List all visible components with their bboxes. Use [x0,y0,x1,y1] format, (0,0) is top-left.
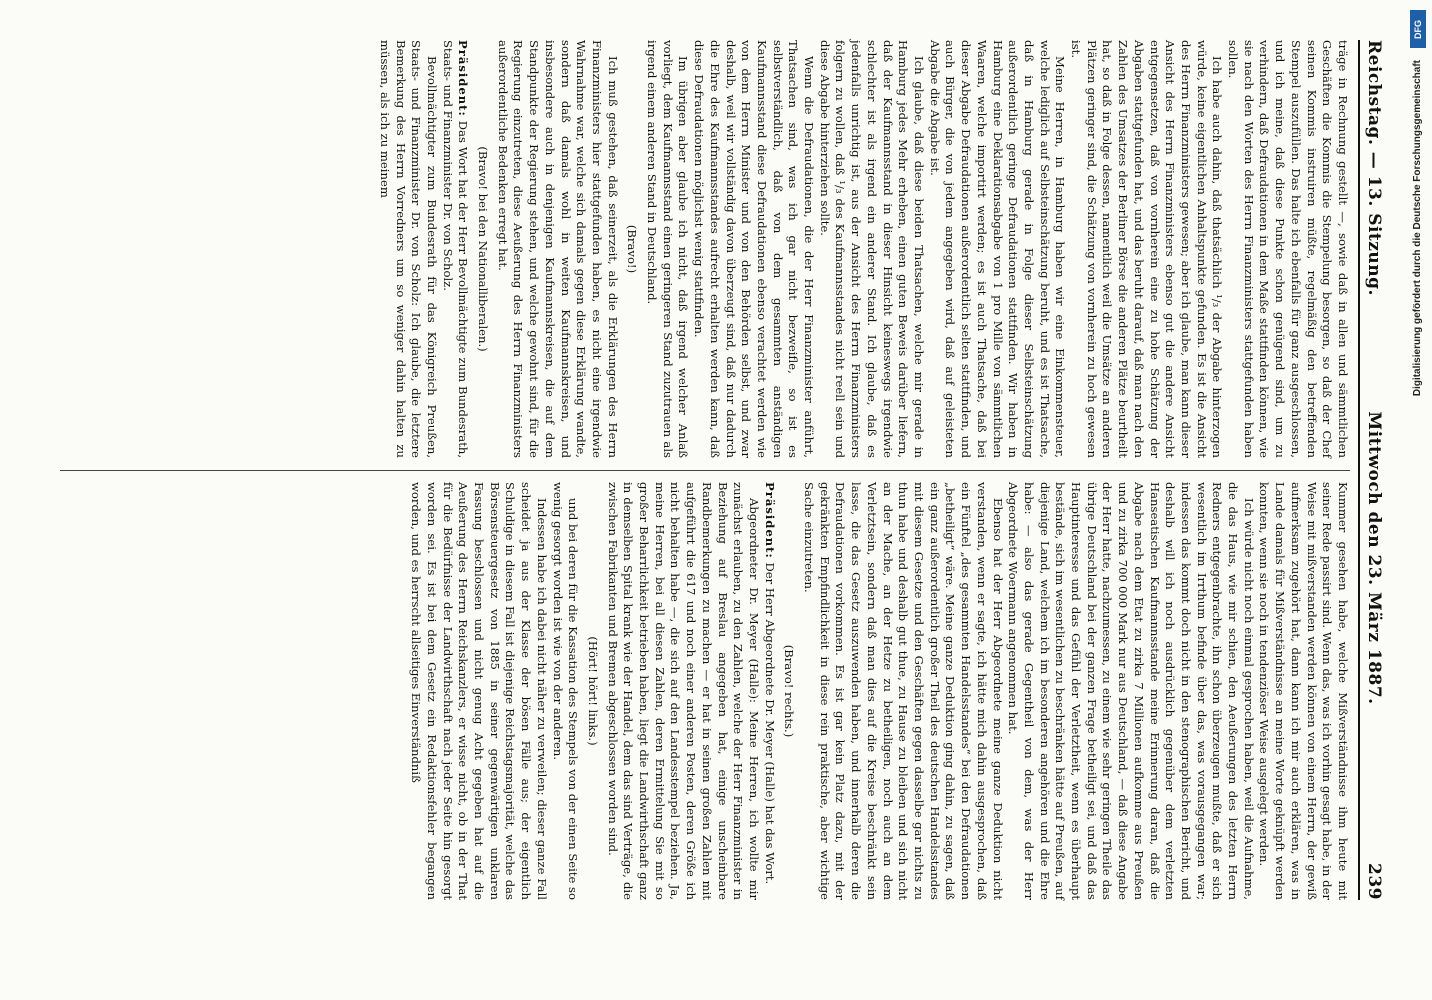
paragraph-text: (Hört! hört! links.) [585,636,600,746]
paragraph-text: träge in Rechnung gestellt —, sowie daß in allen und sämmtlichen Geschäften die Kommis die Stempelung besorgen, so daß der Chef seinen Kommis instruiren müßte, regelmäßig den betreffenden Stempel auszufüllen. Das halte ich ebenfalls für ganz ausgeschlossen, und ich meine, daß diese Punkte schon genügend sind, um zu verhindern, daß Defraudationen in dem Maße stattfinden können, wie sie nach den Worten des Herrn Finanzministers stattgefunden haben sollen. [1226,40,1350,458]
paragraph-text: Der Herr Abgeordnete Dr. Meyer (Halle) hat das Wort. [762,558,777,885]
interjection [781,482,797,900]
paragraph-text: Kummer gesehen habe, welche Mißverständnisse ihm heute mit seiner Rede passirt sind. Wenn das, was ich vorhin gesagt habe, in der Weise mit mißverstanden werden können von einem Herrn, der gewiß aufmerksam zugehört hat, dann kann ich mir auch erklären, was in Lande damals für Mißverständnisse an meine Worte geknüpft werden konnten, wenn sie noch in tendenziöser Weise ausgelegt werden. [1257,482,1350,900]
right-column [408,482,1350,900]
digitization-watermark [1406,60,1428,750]
paragraph [1224,40,1350,458]
paragraph [816,40,926,458]
paragraph-text: und bei deren für die Kassation des Stempels von der einen Seite so wenig gesorgt worden ist wie von der anderen. [550,482,581,900]
paragraph-text: Abgeordneter Dr. Meyer (Halle): Meine Herren, ich wollte mir zunächst erlauben, zu den Zahlen, welche der Herr Finanzminister in Beziehung auf Breslau angegeben hat, einige unscheinbare Randbemerkungen zu machen — er hat in seinen großen Zahlen mit aufgeführt die 617 und noch einer anderen Posten, deren Größe ich nicht behalten habe —, die sich auf den Landesstempel beziehen. Ja, meine Herren, bei all diesen Zahlen, deren Ermittelung Sie mit so großer Beharrlichkeit betrieben haben, liegt die Landwirthschaft ganz in demselben Spital krank wie der Handel, dem das sind Verträge, die zwischen Fabrikanten und Bremen abgeschlossen worden sind. [605,482,761,900]
paragraph-text: Ebenso hat der Herr Abgeordnete meine ganze Deduktion nicht verstanden, wenn er sagte, ich hätte mich dahin ausgesprochen, daß ein Fünftel „des gesammten Handelsstandes“ bei den Defraudationen „betheiligt“ wäre. Meine ganze Deduktion ging dahin, zu sagen, daß ein ganz außerordentlich großer Theil des deutschen Handelsstandes mit diesem Gesetze und den Geschäften gegen dasselbe gar nichts zu thun habe und deshalb gut thue, zu Hause zu bleiben und sich nicht an der Mache, an der Hetze zu betheiligen, noch auch an dem Verletztsein, sondern daß man dies auf die Kreise beschränkt sein lasse, die das Gesetz auszuwenden haben, und innerhalb deren die Defraudationen vorkommen. Es ist gar kein Platz dazu, mit der gekränkten Empfindlichkeit in diese rein praktische, aber wichtige Sache einzutreten. [802,482,1005,900]
page-number: 239 [1364,863,1384,900]
paragraph [549,482,580,900]
dfg-logo-text: DFG [1413,19,1423,39]
watermark-text: Digitalisierung gefördert durch die Deutsche Forschungsgemeinschaft [1411,60,1423,397]
paragraph [604,482,761,900]
interjection [584,482,600,900]
paragraph-text: Das Wort hat der Herr Bevollmächtigte zum Bundesrath, Staats- und Finanzminister Dr. von Scholz. [440,40,471,458]
header-center: Mittwoch den 23. März 1887. [1364,411,1384,705]
paragraph [1067,40,1224,458]
header-left: Reichstag. — 13. Sitzung. [1364,40,1384,296]
paragraph [439,40,470,458]
paragraph-text: Ich glaube, daß diese beiden Thatsachen, welche mir gerade in Hamburg jedes Mehr erheben, einen guten Beweis darüber liefern, daß der Kaufmannsstand in dieser Hinsicht keineswegs irgendwie schlechter ist als irgend ein anderer Stand. Ich glaube, daß es jedenfalls unrichtig ist, aus der Ansicht des Herrn Finanzministers folgern zu wollen, daß ¹/₃ des Kaufmannsstandes nicht reell sein und diese Abgabe hinterziehen sollte. [817,40,927,458]
paragraph [690,40,816,458]
paragraph-text: Bevollmächtigter zum Bundesrath für das Königreich Preußen, Staats- und Finanzminister Dr. von Scholz: Ich glaube, die letztere Bemerkung des Herrn Vorredners um so weniger dahin halten zu müssen, als ich zu meinem [377,40,439,458]
dfg-logo [1410,10,1426,48]
paragraph-text: Indessen habe ich dabei nicht näher zu verweilen; dieser ganze Fall scheidet ja aus der Klasse der bösen Fälle aus; der eigentlich Schuldige in diesem Fall ist diejenige Reichstagsmajorität, welche das Börsensteuergesetz von 1885 in seiner gegenwärtigen unklaren Fassung beschlossen und nicht genug Acht gegeben hat auf die Aeußerung des Herrn Reichskanzlers, er wisse nicht, ob in der That für die Bedürfnisse der Landwirthschaft nach jeder Seite hin gesorgt worden sei. Es ist bei dem Gesetz ein Redaktionsfehler begangen worden, und es herrscht allseitiges Einverständniß [409,482,549,900]
paragraph-text: Wenn die Defraudationen, die der Herr Finanzminister anführt, Thatsachen sind, was ich gar nicht bezweifle, so ist es selbstverständlich, daß von dem gesammten anständigen Kaufmannsstand diese Defraudationen ebenso verachtet werden wie von dem Herrn Minister und von den Behörden selbst, und zwar deshalb, weil wir vollständig davon überzeugt sind, daß nur dadurch die Ehre des Kaufmannsstandes aufrecht erhalten werden kann, daß diese Defraudationen möglichst wenig stattfinden. [692,40,817,458]
paragraph [408,482,549,900]
paragraph [643,40,690,458]
paragraph [1256,482,1350,900]
left-column [376,40,1350,458]
paragraph-text: Meine Herren, in Hamburg haben wir eine Einkommensteuer, welche lediglich auf Selbsteinschätzung beruht, und es ist Thatsache, daß in Hamburg gerade in Folge dieser Selbsteinschätzung außerordentlich geringe Defraudationen stattfinden. Wir haben in Hamburg eine Deklarationsabgabe von 1 pro Mille von sämmtlichen Waaren, welche importirt werden; es ist auch Thatsache, daß bei dieser Abgabe Defraudationen außerordentlich selten stattfinden, und auch Bürger, die von jedem angegeben wird, daß auf geleisteten Abgabe die Abgabe ist. [927,40,1068,458]
paragraph-text: Im übrigen aber glaube ich nicht, daß irgend welcher Anlaß vorliegt, dem Kaufmannsstand einen geringeren Stand zuzutrauen als irgend einem anderen Stand in Deutschland. [645,40,691,458]
header-rule [1358,40,1360,900]
paragraph-text: (Bravo! rechts.) [782,644,797,738]
paragraph [376,40,439,458]
paragraph-text: (Bravo!) [625,224,640,274]
speaker-label: Präsident: [762,482,777,559]
paragraph-text: Ich würde nicht noch einmal gesprochen haben, weil die Aufnahme, die das Haus, wie mir schien, den Aeußerungen des letzten Herrn Redners entgegenbrachte, ihn schon überzeugen mußte, daß er sich wesentlich im Irrthum befinde über das, was vorausgegangen war; indessen das kommt doch nicht in den stenographischen Bericht, und deshalb will ich noch ausdrücklich gegenüber dem verletzten Hanseatischen Kaufmannsstande meine Erinnerung daran, daß die Abgabe nach dem Etat zu zirka 7 Millionen aufkomme aus Preußen und zu zirka 700 000 Mark nur aus Deutschland, — daß diese Angabe der Herr hatte, nachzumessen, zu einem wie sehr geringen Theile das übrige Deutschland bei der ganzen Frage betheiligt sei, und daß das Hauptinteresse und das Gefühl der Verletztheit, wenn es überhaupt bestände, sich im wesentlichen zu beschränken hätte auf Preußen, auf diejenige Land, welchem ich im besonderen angehören und die Ehre habe: — also das gerade Gegentheil von dem, was der Herr Abgeordnete Woermann angenommen hat. [1006,482,1256,900]
paragraph [800,482,1004,900]
paragraph-text: Ich muß gestehen, daß seinerzeit, als die Erklärungen des Herrn Finanzministers hier stattgefunden haben, es nicht eine irgendwie Wahrnahme war, welche sich damals gegen diese Erklärung wandte, sondern daß damals wohl in weiten Kaufmannskreisen, und insbesondere auch in denjenigen Kaufmannskreisen, die auf dem Standpunkte der Regierung stehen, und welche gewohnt sind, für die Regierung einzutreten, diese Aeußerung des Herrn Finanzministers außerordentliche Bedenken erregt hat. [495,40,620,458]
paragraph-text: Ich habe auch dahin, daß thatsächlich ¹/₃ der Abgabe hinterzogen würde, keine eigentlichen Anhaltspunkte gefunden. Es ist die Ansicht des Herrn Finanzministers gewesen; aber ich glaube, man kann dieser Ansicht des Herrn Finanzministers ebenso gut die andere Ansicht entgegensetzen, daß von vornherein eine zu hohe Schätzung der Abgaben stattgefunden hat, und das beruht darauf, daß man nach den Zahlen des Umsatzes der Berliner Börse die anderen Plätze beurtheilt hat, so daß in Folge dessen, namentlich weil die Umsätze an anderen Plätzen geringer sind, die Schätzung von vornherein zu hoch gewesen ist. [1069,40,1225,458]
paragraph-text: (Bravo! bei den Nationalliberalen.) [476,146,491,352]
column-divider [60,470,1350,471]
speaker-label: Präsident: [456,40,471,117]
paragraph [926,40,1067,458]
interjection [624,40,640,458]
interjection [474,40,490,458]
paragraph [1005,482,1256,900]
paragraph [761,482,777,900]
running-header [1364,40,1390,900]
paragraph [494,40,620,458]
